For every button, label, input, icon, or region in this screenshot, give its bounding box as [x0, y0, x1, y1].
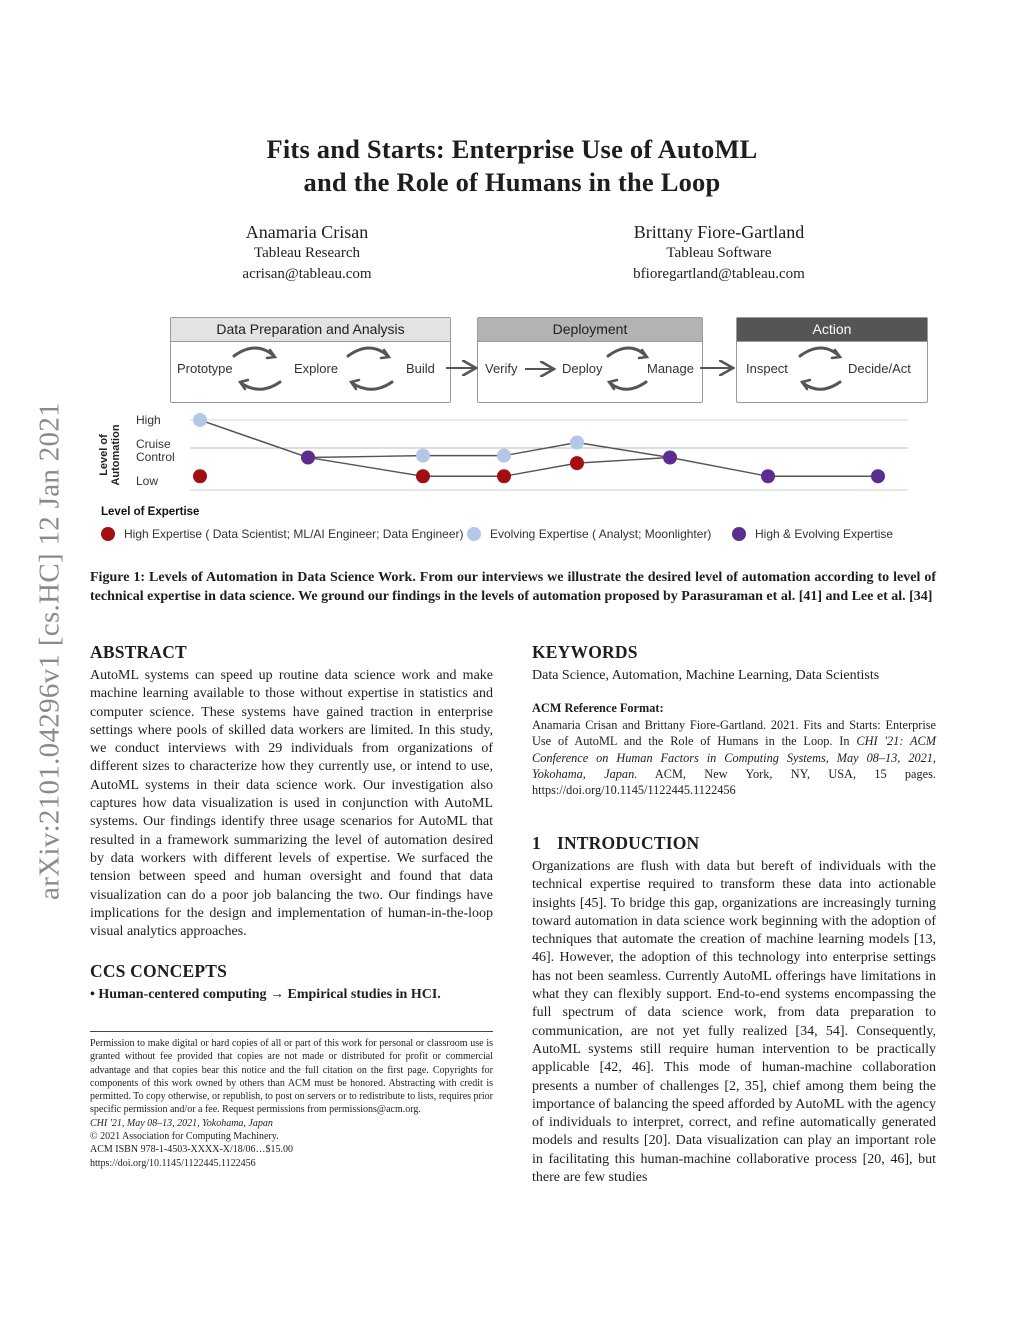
point-high-expertise [497, 469, 511, 483]
point-evolving-expertise [193, 413, 207, 427]
author-block-2 [559, 221, 879, 284]
legend [90, 526, 936, 546]
cycle-icon [234, 348, 280, 389]
step-label: Verify [485, 361, 518, 376]
permission-notice [90, 1037, 493, 1170]
cycle-icon [348, 348, 392, 389]
level-high-label: High [136, 413, 161, 427]
acm-ref-text: Anamaria Crisan and Brittany Fiore-Gartland. 2021. Fits and Starts: Enterprise Use of AutoML and the Role of Humans in the Loop. In [532, 718, 936, 749]
cycle-icon [800, 348, 840, 389]
abstract-text: AutoML systems can speed up routine data science work and make machine learning available to those without expertise in statistics and computer science. These systems have gained traction in enterprise settings where pools of skilled data workers are limited. In this study, we conduct interviews with 29 individuals from organizations of different sizes to characterize how they currently use, or intend to use, AutoML systems in their data science work. Our investigation also captures how data visualization is used in conjunction with AutoML systems. Our findings identify three usage scenarios for AutoML that resulted in a framework summarizing the level of automation desired by data workers with different levels of expertise. We surfaced the tension between speed and human oversight and found that data visualization can do a poor job balancing the two. Our findings have implications for the design and implementation of human-in-the-loop visual analytics approaches. [90, 668, 493, 940]
automation-link-line [308, 456, 423, 458]
stage-title: Deployment [478, 318, 702, 342]
step-label: Deploy [562, 361, 603, 376]
stage-title: Data Preparation and Analysis [171, 318, 450, 342]
author-name: Anamaria Crisan [245, 222, 369, 242]
permission-text: Permission to make digital or hard copies of all or part of this work for personal or classroom use is granted without fee provided that copies are not made or distributed for profit or commercial advantage and that copies bear this notice and the full citation on the first page. Copyrights for components of this work owned by others than ACM must be honored. Abstracting with credit is permitted. To copy otherwise, or republish, to post on servers or to redistribute to lists, requires prior specific permission and/or a fee. Request permissions from permissions@acm.org. [90, 1038, 493, 1116]
author-email[interactable]: bfioregartland@tableau.com [633, 265, 805, 282]
point-high-evolving-expertise [871, 469, 885, 483]
legend-title: Level of Expertise [101, 506, 200, 518]
conference-line: CHI '21, May 08–13, 2021, Yokohama, Japan [90, 1117, 273, 1129]
author-affiliation: Tableau Software [666, 245, 772, 261]
point-high-expertise [416, 469, 430, 483]
automation-link-line [200, 420, 308, 458]
keywords-heading: KEYWORDS [532, 642, 638, 662]
step-label: Manage [647, 361, 694, 376]
acm-ref-venue: CHI '21: ACM Conference on Human Factors in Computing Systems, May 08–13, 2021, Yokohama, Japan. [532, 734, 936, 781]
cycle-icon [608, 348, 647, 389]
legend-dot-evolving [467, 527, 481, 541]
point-evolving-expertise [497, 449, 511, 463]
point-high-expertise [570, 456, 584, 470]
doi-link[interactable]: https://doi.org/10.1145/1122445.1122456 [90, 1157, 256, 1169]
point-high-expertise [193, 469, 207, 483]
acm-reference [532, 717, 936, 798]
ccs-heading: CCS CONCEPTS [90, 961, 228, 981]
legend-label: Evolving Expertise ( Analyst; Moonlighter) [490, 527, 712, 541]
author-affiliation: Tableau Research [254, 245, 360, 261]
paper-title-line-1: Fits and Starts: Enterprise Use of AutoML [266, 134, 758, 164]
point-evolving-expertise [416, 449, 430, 463]
automation-level-plot [90, 412, 936, 502]
legend-dot-high [101, 527, 115, 541]
level-cruise-label: Cruise [136, 437, 171, 451]
step-label: Inspect [746, 361, 788, 376]
stage-title: Action [737, 318, 927, 342]
point-evolving-expertise [570, 436, 584, 450]
y-axis-title-line: Level of [98, 434, 110, 476]
level-control-label: Control [136, 450, 175, 464]
keywords-text: Data Science, Automation, Machine Learning, Data Scientists [532, 668, 880, 683]
ccs-concepts: • Human-centered computing → Empirical studies in HCI. [90, 987, 441, 1002]
abstract-heading: ABSTRACT [90, 642, 187, 662]
isbn-line: ACM ISBN 978-1-4503-XXXX-X/18/06…$15.00 [90, 1144, 294, 1156]
acm-ref-text-end: ACM, New York, NY, USA, 15 pages. https://doi.org/10.1145/1122445.1122456 [532, 766, 936, 798]
point-high-evolving-expertise [761, 469, 775, 483]
point-high-evolving-expertise [301, 451, 315, 465]
automation-level-chart [90, 412, 936, 502]
arxiv-identifier-text: arXiv:2101.04296v1 [cs.HC] 12 Jan 2021 [33, 402, 66, 900]
figure-1 [90, 312, 936, 552]
footnote-rule [90, 1031, 493, 1032]
figure-caption: Figure 1: Levels of Automation in Data Science Work. From our interviews we illustrate the desired level of automation according to level of technical expertise in data science. We ground our findings in the levels of automation proposed by Parasuraman et al. [41] and Lee et al. [34] [90, 570, 936, 604]
arxiv-identifier [30, 362, 70, 940]
author-name: Brittany Fiore-Gartland [633, 222, 805, 242]
automation-link-line [504, 443, 577, 456]
copyright-line: © 2021 Association for Computing Machinery. [90, 1131, 279, 1143]
author-email[interactable]: acrisan@tableau.com [242, 265, 372, 282]
automation-link-line [577, 443, 670, 458]
y-axis-title-line: Automation [110, 424, 122, 486]
step-label: Prototype [177, 361, 233, 376]
step-label: Explore [294, 361, 339, 376]
author-block-1 [147, 221, 467, 284]
paper-title-line-2: and the Role of Humans in the Loop [303, 167, 721, 197]
legend-label: High & Evolving Expertise [755, 527, 894, 541]
level-low-label: Low [136, 474, 159, 488]
step-label: Build [406, 361, 435, 376]
step-label: Decide/Act [848, 361, 911, 376]
intro-text: Organizations are flush with data but bereft of individuals with the technical expertise required to transform these data into actionable insights [45]. To bridge this gap, organizations are increasingly turning toward automation in data science work beginning with the adoption of techniques that automate the creation of machine learning models [13, 46]. However, the adoption of this technology into enterprise settings has not been seamless. Currently AutoML offerings have limitations in what they can flexibly support. End-to-end systems encompassing the full spectrum of data science work, from data preparation to communication, are not yet fully realized [34, 54]. Consequently, AutoML systems still require human intervention to be practically applicable [42, 46]. This mode of human-machine collaboration presents a number of challenges [2, 35], chief among them being the importance of balancing the speed afforded by AutoML with the agency of individuals to interpret, correct, and refine automatically generated models and results [20]. Data visualization can play an important role in facilitating this human-machine collaborative process [20, 46], but there are few studies [532, 859, 936, 1186]
intro-heading [532, 833, 699, 854]
legend-dot-high-evolving [732, 527, 746, 541]
section-title: INTRODUCTION [556, 833, 700, 853]
point-high-evolving-expertise [663, 451, 677, 465]
legend-label: High Expertise ( Data Scientist; ML/AI Engineer; Data Engineer) [124, 527, 464, 541]
acm-ref-heading: ACM Reference Format: [532, 701, 664, 715]
section-number: 1 [532, 833, 541, 853]
